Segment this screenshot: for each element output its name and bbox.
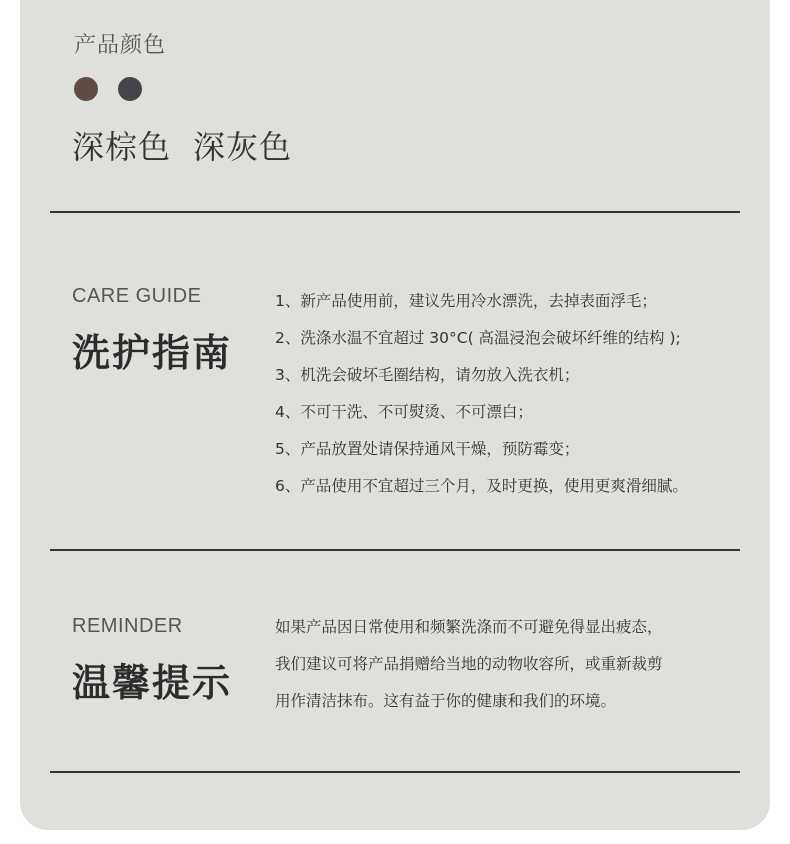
care-item: 5、产品放置处请保持通风干燥，预防霉变； — [275, 440, 580, 458]
care-item: 4、不可干洗、不可熨烫、不可漂白； — [275, 403, 533, 421]
reminder-line: 用作清洁抹布。这有益于你的健康和我们的环境。 — [275, 692, 617, 710]
care-item: 3、机洗会破坏毛圈结构，请勿放入洗衣机； — [275, 366, 580, 384]
reminder-title-cn: 温馨提示 — [72, 661, 233, 705]
color-name-dark-brown: 深棕色 — [72, 128, 172, 166]
divider — [50, 211, 740, 213]
care-item: 1、新产品使用前，建议先用冷水漂洗，去掉表面浮毛； — [275, 292, 657, 310]
color-swatch-dark-gray[interactable] — [118, 77, 142, 101]
divider — [50, 771, 740, 773]
reminder-text — [275, 609, 735, 720]
care-instructions-list — [275, 283, 745, 505]
color-section-title: 产品颜色 — [74, 33, 167, 58]
care-guide-title-cn: 洗护指南 — [72, 331, 233, 375]
care-item: 2、洗涤水温不宜超过 30°C( 高温浸泡会破坏纤维的结构 ); — [275, 329, 681, 347]
reminder-title-en: REMINDER — [72, 615, 183, 637]
color-name-dark-gray: 深灰色 — [193, 128, 293, 166]
divider — [50, 549, 740, 551]
reminder-line: 我们建议可将产品捐赠给当地的动物收容所，或重新裁剪 — [275, 655, 663, 673]
reminder-line: 如果产品因日常使用和频繁洗涤而不可避免得显出疲态， — [275, 618, 663, 636]
care-guide-title-en: CARE GUIDE — [72, 285, 202, 307]
color-swatch-dark-brown[interactable] — [74, 77, 98, 101]
color-names — [72, 122, 292, 168]
care-item: 6、产品使用不宜超过三个月，及时更换，使用更爽滑细腻。 — [275, 477, 688, 495]
